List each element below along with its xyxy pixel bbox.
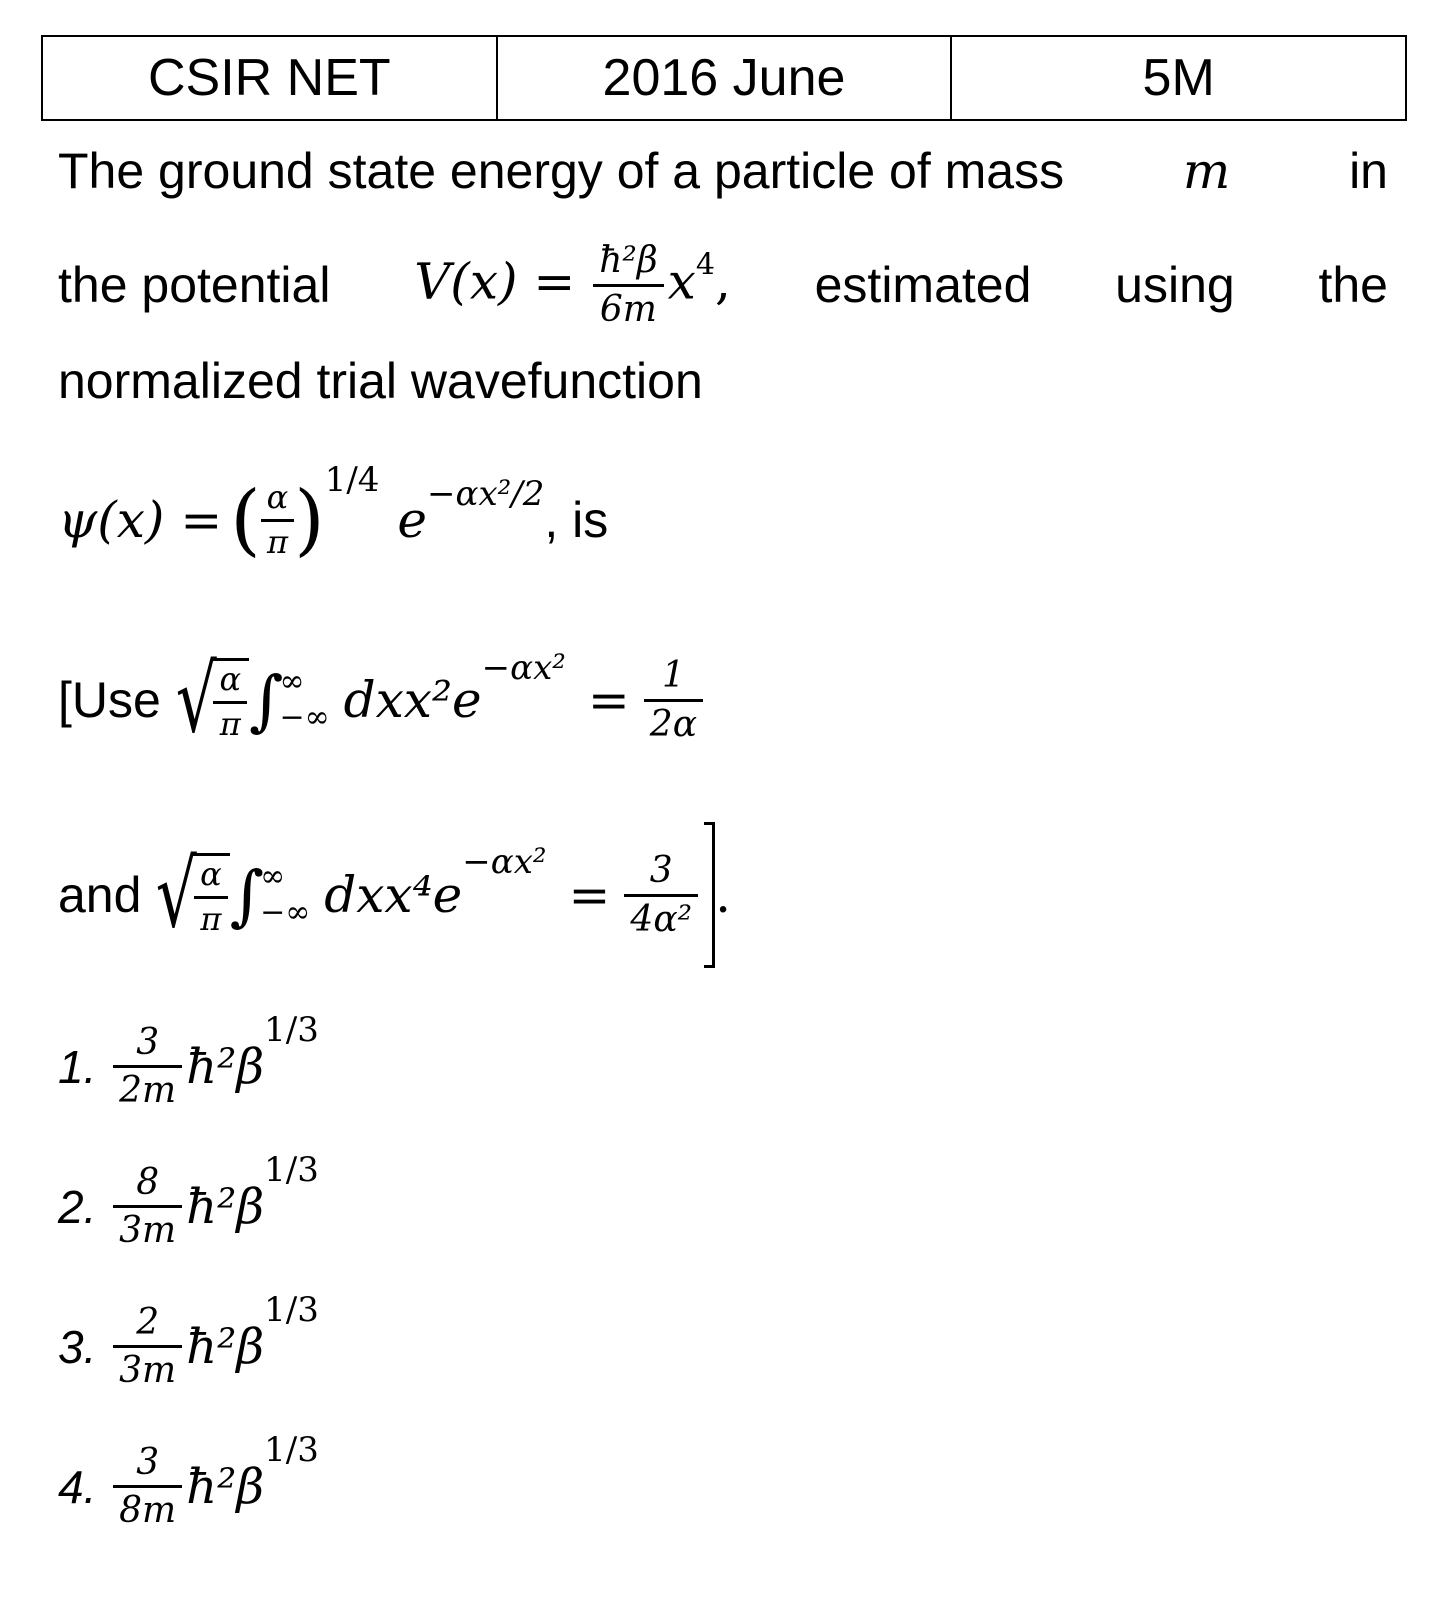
option-numerator: 2 — [113, 1304, 182, 1349]
potential-numerator: ħ²β — [593, 242, 663, 287]
potential-label: the potential — [58, 257, 331, 313]
and-exponent: −αx² — [462, 842, 547, 882]
use-upper-limit: ∞ — [279, 664, 305, 699]
option-label: 2. — [58, 1180, 97, 1233]
potential-lhs: V(x) = — [414, 252, 576, 311]
and-sqrt-denominator: π — [200, 900, 222, 938]
use-integrand: dxx²e — [343, 671, 482, 729]
psi-exponential-base: e — [397, 491, 428, 549]
potential-fraction — [593, 239, 663, 330]
word-estimated: estimated — [814, 257, 1032, 313]
option-3[interactable] — [58, 1290, 319, 1390]
option-label: 3. — [58, 1320, 97, 1373]
mass-variable: m — [1182, 142, 1231, 200]
integral-icon: ∫ — [249, 661, 284, 739]
option-numerator: 3 — [113, 1444, 182, 1489]
and-sqrt-numerator: α — [194, 858, 228, 899]
marks-cell: 5M — [951, 36, 1406, 120]
option-tail: ħ²β — [186, 1318, 265, 1375]
and-rhs-numerator: 3 — [624, 852, 698, 897]
use-sqrt-denominator: π — [219, 705, 241, 743]
option-exponent: 1/3 — [264, 1150, 319, 1190]
use-open: [Use — [58, 672, 161, 728]
question-line-2 — [58, 230, 1388, 340]
option-denominator: 8m — [119, 1490, 177, 1532]
header-row — [42, 36, 1406, 120]
option-fraction — [113, 1021, 182, 1112]
option-2[interactable] — [58, 1150, 319, 1250]
closing-bracket-icon — [704, 822, 715, 968]
option-numerator: 3 — [113, 1024, 182, 1069]
use-sqrt-numerator: α — [213, 663, 247, 704]
question-line-3: normalized trial wavefunction — [58, 353, 703, 409]
option-tail: ħ²β — [186, 1178, 265, 1235]
wavefunction-line — [58, 460, 608, 580]
option-tail: ħ²β — [186, 1458, 265, 1515]
exam-name-cell: CSIR NET — [42, 36, 497, 120]
option-exponent: 1/3 — [264, 1430, 319, 1470]
potential-expression — [414, 239, 731, 330]
and-word: and — [58, 867, 142, 923]
and-lower-limit: −∞ — [260, 895, 311, 930]
psi-lhs: ψ(x) = — [58, 491, 223, 549]
option-4[interactable] — [58, 1430, 319, 1530]
use-rhs-fraction — [644, 654, 703, 745]
sqrt-content — [192, 853, 230, 936]
and-integral-line — [58, 820, 731, 970]
option-fraction — [113, 1161, 182, 1252]
potential-x: x — [667, 252, 696, 311]
and-equals: = — [568, 866, 611, 924]
psi-tail: , is — [544, 492, 609, 548]
potential-exponent: 4 — [695, 247, 715, 283]
header-table — [41, 35, 1407, 121]
and-integrand: dxx⁴e — [324, 866, 463, 924]
use-integral-limits — [279, 664, 329, 736]
use-integral-line — [58, 630, 707, 770]
sqrt-icon: √ — [175, 646, 217, 753]
and-rhs-denominator: 4α² — [630, 898, 693, 940]
option-tail: ħ²β — [186, 1038, 265, 1095]
use-equals: = — [587, 671, 630, 729]
option-exponent: 1/3 — [264, 1290, 319, 1330]
option-denominator: 3m — [119, 1350, 177, 1392]
and-upper-limit: ∞ — [260, 859, 286, 894]
option-denominator: 3m — [119, 1210, 177, 1252]
and-rhs-fraction — [624, 849, 698, 940]
use-rhs-denominator: 2α — [649, 703, 698, 745]
word-the: the — [1318, 257, 1388, 313]
and-integral-limits — [260, 859, 310, 931]
psi-denominator: π — [266, 522, 288, 561]
use-lower-limit: −∞ — [279, 700, 330, 735]
option-denominator: 2m — [119, 1070, 177, 1112]
potential-comma: , — [714, 252, 731, 311]
option-1[interactable] — [58, 1010, 319, 1110]
psi-exponent: −αx²/2 — [427, 474, 545, 514]
and-sqrt-fraction — [194, 855, 228, 938]
psi-fraction — [261, 477, 295, 561]
exam-session-cell: 2016 June — [497, 36, 952, 120]
question-text: The ground state energy of a particle of mass — [58, 143, 1065, 199]
question-text-end: in — [1349, 143, 1388, 199]
psi-numerator: α — [261, 481, 295, 522]
potential-denominator: 6m — [599, 288, 657, 330]
option-fraction — [113, 1301, 182, 1392]
option-label: 1. — [58, 1040, 97, 1093]
use-sqrt-fraction — [213, 660, 247, 743]
integral-icon: ∫ — [229, 856, 265, 934]
psi-power: 1/4 — [324, 460, 380, 500]
sqrt-icon: √ — [156, 841, 198, 948]
option-exponent: 1/3 — [264, 1010, 319, 1050]
use-rhs-numerator: 1 — [644, 657, 703, 702]
use-exponent: −αx² — [481, 648, 566, 688]
question-line-1 — [58, 142, 1388, 200]
closing-period: . — [715, 866, 731, 924]
left-paren: ( — [230, 475, 261, 565]
option-numerator: 8 — [113, 1164, 182, 1209]
word-using: using — [1115, 257, 1235, 313]
option-fraction — [113, 1441, 182, 1532]
right-paren: ) — [294, 475, 325, 565]
option-label: 4. — [58, 1460, 97, 1513]
